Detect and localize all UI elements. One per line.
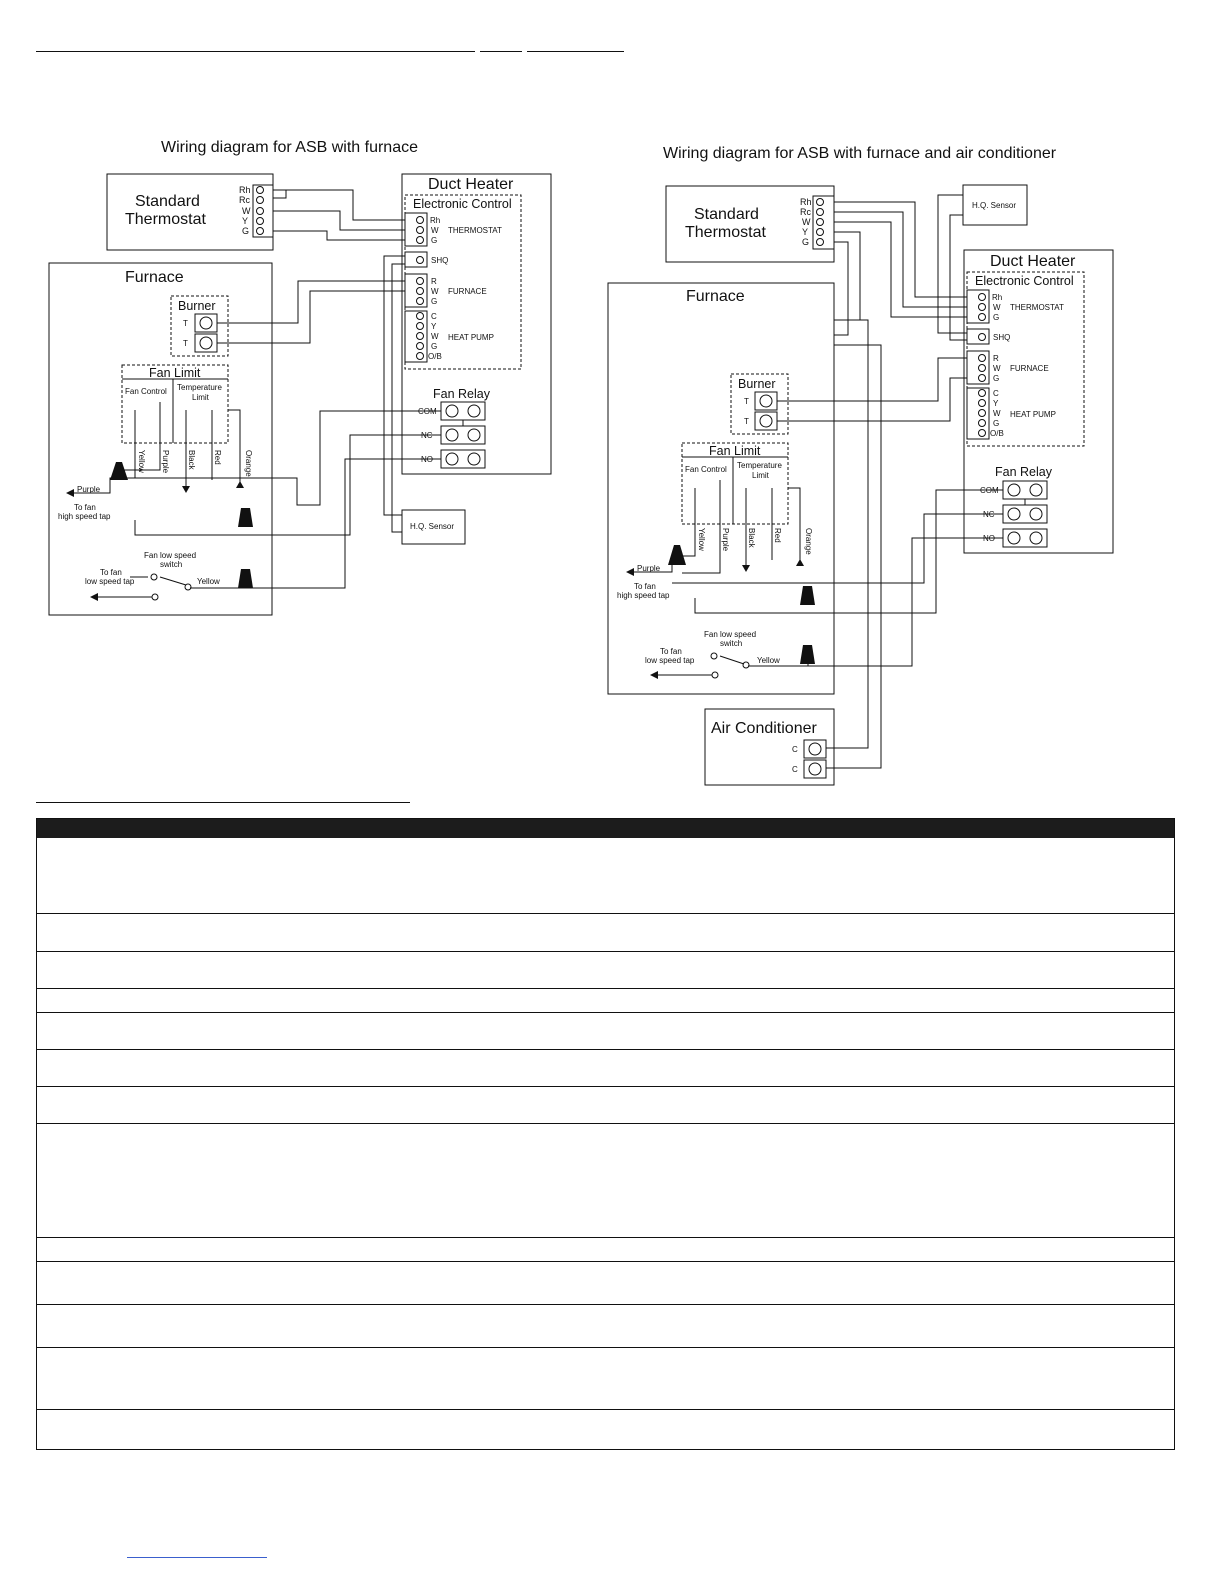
d1-duct-heater-label: Duct Heater	[428, 176, 514, 193]
table-row	[37, 913, 1174, 951]
d2-ctrl-w2: W	[993, 364, 1001, 373]
d2-tstat-term-g: G	[802, 237, 810, 247]
d1-ctrl-g: G	[431, 236, 438, 245]
d2-ac-c2: C	[792, 765, 798, 774]
d1-ctrl-y: Y	[431, 322, 437, 331]
table-row	[37, 1304, 1174, 1347]
d1-burner-label: Burner	[178, 299, 216, 313]
d2-ctrl-w3: W	[993, 409, 1001, 418]
d1-relay-no: NO	[421, 455, 433, 464]
d1-temp-limit-1: Temperature	[177, 383, 222, 392]
d2-switch-2: switch	[720, 639, 743, 648]
d1-tstat-term-rh: Rh	[239, 185, 251, 195]
d2-wire-purple: Purple	[721, 528, 730, 552]
d1-group-heatpump: HEAT PUMP	[448, 333, 494, 342]
d1-fan-relay-label: Fan Relay	[433, 387, 490, 401]
d2-ctrl-g3: G	[993, 419, 1000, 428]
d1-wire-orange: Orange	[244, 450, 253, 477]
d2-low-tap-1: To fan	[660, 647, 682, 656]
d2-wire-red: Red	[773, 528, 782, 543]
table-header	[37, 819, 1174, 838]
d2-low-tap-2: low speed tap	[645, 656, 695, 665]
table-row	[37, 1261, 1174, 1304]
d1-ctrl-r: R	[431, 277, 437, 286]
d1-ctrl-w2: W	[431, 287, 439, 296]
d1-tstat-term-y: Y	[242, 216, 249, 226]
d1-thermostat-label-1: Standard	[135, 193, 200, 210]
table-row	[37, 1049, 1174, 1086]
d1-low-tap-1: To fan	[100, 568, 122, 577]
d1-thermostat-label-2: Thermostat	[125, 211, 206, 228]
table-row	[37, 1123, 1174, 1237]
d1-relay-com: COM	[418, 407, 437, 416]
d2-ctrl-w: W	[993, 303, 1001, 312]
d1-ctrl-w: W	[431, 226, 439, 235]
table-row	[37, 838, 1174, 913]
d1-tstat-term-g: G	[242, 226, 250, 236]
d2-temp-limit-1: Temperature	[737, 461, 782, 470]
d1-high-tap-1: To fan	[74, 503, 96, 512]
d1-yellow-label: Yellow	[197, 577, 220, 586]
d2-group-heatpump: HEAT PUMP	[1010, 410, 1056, 419]
d2-hq-sensor-label: H.Q. Sensor	[972, 201, 1017, 210]
d2-wire-black: Black	[747, 528, 756, 548]
d2-ctrl-ob: O/B	[990, 429, 1004, 438]
table-row	[37, 951, 1174, 988]
footer-link-underline[interactable]	[127, 1557, 267, 1558]
table-row	[37, 1012, 1174, 1049]
d1-ctrl-ob: O/B	[428, 352, 442, 361]
d2-tstat-term-w: W	[802, 217, 811, 227]
d2-thermostat-label-1: Standard	[694, 206, 759, 223]
table-row	[37, 988, 1174, 1012]
section-rule	[36, 802, 410, 803]
table-row	[37, 1086, 1174, 1123]
d2-temp-limit-2: Limit	[752, 471, 769, 480]
d2-ctrl-y: Y	[993, 399, 999, 408]
d2-air-conditioner-label: Air Conditioner	[711, 720, 817, 737]
d2-ctrl-shq: SHQ	[993, 333, 1011, 342]
d2-fan-limit-label: Fan Limit	[709, 444, 761, 458]
d2-electronic-control-label: Electronic Control	[975, 274, 1074, 288]
d1-switch-2: switch	[160, 560, 183, 569]
d2-group-thermostat: THERMOSTAT	[1010, 303, 1064, 312]
d1-ctrl-g3: G	[431, 342, 438, 351]
d2-yellow-label: Yellow	[757, 656, 780, 665]
d2-ctrl-g2: G	[993, 374, 1000, 383]
d2-wire-orange: Orange	[804, 528, 813, 555]
d1-ctrl-shq: SHQ	[431, 256, 449, 265]
d2-wire-yellow: Yellow	[697, 528, 706, 551]
d2-switch-1: Fan low speed	[704, 630, 757, 639]
d1-relay-nc: NC	[421, 431, 433, 440]
table-row	[37, 1237, 1174, 1261]
d1-hq-sensor-label: H.Q. Sensor	[410, 522, 455, 531]
d2-relay-com: COM	[980, 486, 999, 495]
d2-high-tap-2: high speed tap	[617, 591, 670, 600]
d2-burner-t1: T	[744, 397, 749, 406]
troubleshooting-table	[36, 818, 1175, 1450]
d2-ctrl-c: C	[993, 389, 999, 398]
d1-temp-limit-2: Limit	[192, 393, 209, 402]
table-row	[37, 1409, 1174, 1449]
d2-fan-relay-label: Fan Relay	[995, 465, 1052, 479]
d2-relay-no: NO	[983, 534, 995, 543]
d2-burner-t2: T	[744, 417, 749, 426]
d1-burner-t1: T	[183, 319, 188, 328]
d2-ctrl-r: R	[993, 354, 999, 363]
d1-fan-limit-label: Fan Limit	[149, 366, 201, 380]
d1-tstat-term-rc: Rc	[239, 195, 250, 205]
d1-ctrl-w3: W	[431, 332, 439, 341]
d1-group-furnace: FURNACE	[448, 287, 487, 296]
d1-purple-label: Purple	[77, 485, 101, 494]
d1-burner-t2: T	[183, 339, 188, 348]
diagram-2-title: Wiring diagram for ASB with furnace and air conditioner	[663, 145, 1057, 162]
table-row	[37, 1347, 1174, 1409]
d1-electronic-control-label: Electronic Control	[413, 197, 512, 211]
d1-tstat-term-w: W	[242, 206, 251, 216]
d2-high-tap-1: To fan	[634, 582, 656, 591]
d1-wire-red: Red	[213, 450, 222, 465]
d1-ctrl-rh: Rh	[430, 216, 441, 225]
d1-group-thermostat: THERMOSTAT	[448, 226, 502, 235]
d2-purple-label: Purple	[637, 564, 661, 573]
d2-ac-c1: C	[792, 745, 798, 754]
d2-burner-label: Burner	[738, 377, 776, 391]
d2-fan-control-label: Fan Control	[685, 465, 727, 474]
d2-group-furnace: FURNACE	[1010, 364, 1049, 373]
d1-high-tap-2: high speed tap	[58, 512, 111, 521]
d2-duct-heater-label: Duct Heater	[990, 253, 1076, 270]
d1-ctrl-c: C	[431, 312, 437, 321]
d1-fan-control-label: Fan Control	[125, 387, 167, 396]
d2-furnace-label: Furnace	[686, 288, 745, 305]
d2-duct-heater-box	[964, 250, 1113, 553]
d2-thermostat-label-2: Thermostat	[685, 224, 766, 241]
d2-relay-nc: NC	[983, 510, 995, 519]
d1-wire-purple: Purple	[161, 450, 170, 474]
diagram-1-title: Wiring diagram for ASB with furnace	[161, 139, 418, 156]
d2-electronic-control-box	[967, 272, 1084, 446]
d1-ctrl-g2: G	[431, 297, 438, 306]
d2-tstat-term-rc: Rc	[800, 207, 811, 217]
d1-low-tap-2: low speed tap	[85, 577, 135, 586]
d2-tstat-term-rh: Rh	[800, 197, 812, 207]
d2-tstat-term-y: Y	[802, 227, 809, 237]
d1-switch-1: Fan low speed	[144, 551, 197, 560]
d2-ctrl-g: G	[993, 313, 1000, 322]
d1-wire-yellow: Yellow	[137, 450, 146, 473]
d2-ctrl-rh: Rh	[992, 293, 1003, 302]
d1-wire-black: Black	[187, 450, 196, 470]
d1-furnace-label: Furnace	[125, 269, 184, 286]
